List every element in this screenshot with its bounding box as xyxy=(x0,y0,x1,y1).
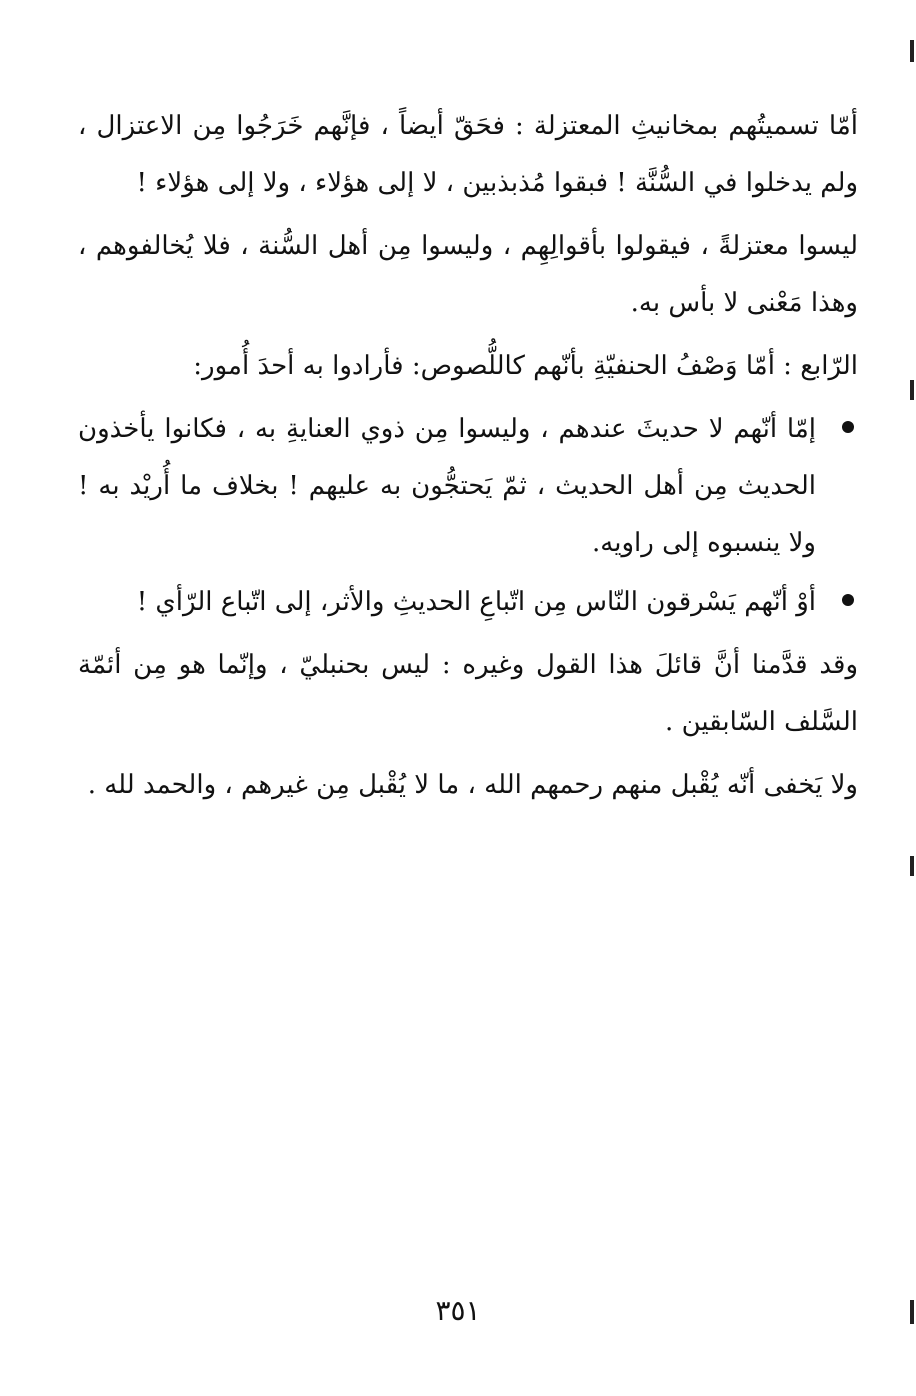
bullet-list xyxy=(78,401,858,631)
page-body xyxy=(78,98,858,820)
bullet-dot-icon xyxy=(842,421,854,433)
paragraph-naming-mukhanith: أمّا تسميتُهم بمخانيثِ المعتزلة : فحَقّ أيضاً ، فإنَّهم خَرَجُوا مِن الاعتزال ، ولم يدخلوا في السُّنَّة ! فبقوا مُذبذبين ، لا إلى هؤلاء ، ولا إلى هؤلاء ! xyxy=(78,111,858,198)
paragraph-not-mutazila: ليسوا معتزلةً ، فيقولوا بأقوالِهِم ، وليسوا مِن أهل السُّنة ، فلا يُخالفوهم ، وهذا مَعْنى لا بأس به. xyxy=(78,231,858,318)
list-item xyxy=(78,574,858,631)
edge-mark xyxy=(910,856,914,876)
edge-mark xyxy=(910,40,914,62)
paragraph-closing: ولا يَخفى أنّه يُقْبل منهم رحمهم الله ، ما لا يُقْبل مِن غيرهم ، والحمد لله . xyxy=(87,770,858,800)
page-number: ٣٥١ xyxy=(435,1294,481,1327)
bullet-dot-icon xyxy=(842,594,854,606)
edge-mark xyxy=(910,380,914,400)
list-item xyxy=(78,401,858,572)
list-item-text: إمّا أنّهم لا حديثَ عندهم ، وليسوا مِن ذوي العنايةِ به ، فكانوا يأخذون الحديث مِن أهل الحديث ، ثمّ يَحتجُّون به عليهم ! بخلاف ما أُريْد به ! ولا ينسبوه إلى راويه. xyxy=(78,414,816,558)
list-item-text: أوْ أنّهم يَسْرقون النّاس مِن اتّباعِ الحديثِ والأثر، إلى اتّباع الرّأي ! xyxy=(136,587,816,617)
paragraph-fourth-point: الرّابع : أمّا وَصْفُ الحنفيّةِ بأنّهم كاللُّصوص: فأرادوا به أحدَ أُمور: xyxy=(193,351,858,381)
paragraph-previously-mentioned: وقد قدَّمنا أنَّ قائلَ هذا القول وغيره : ليس بحنبليّ ، وإنّما هو مِن أئمّة السَّلف السّابقين . xyxy=(78,650,858,737)
